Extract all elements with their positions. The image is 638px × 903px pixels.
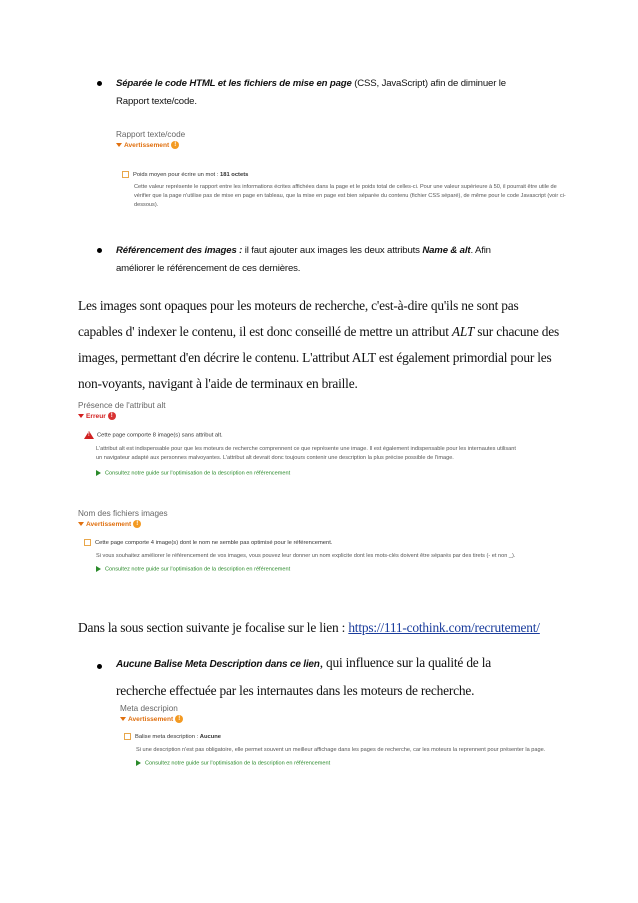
caret-down-icon bbox=[116, 143, 122, 147]
description-line: un navigateur adapté aux personnes malvoyantes. L'attribut alt devrait donc toujours contenir une description la plus précise possible de l'image. bbox=[96, 455, 454, 461]
screenshot-alt-attribute bbox=[78, 401, 598, 476]
warning-status bbox=[120, 715, 600, 723]
description-block bbox=[96, 445, 598, 463]
status-label: Avertissement bbox=[86, 520, 132, 528]
status-label: Erreur bbox=[86, 412, 106, 420]
metric-label: Poids moyen pour écrire un mot : bbox=[133, 172, 220, 179]
description-block bbox=[134, 183, 632, 210]
section-title: Meta descripion bbox=[120, 704, 178, 713]
description-line: dessous). bbox=[134, 202, 159, 209]
paragraph-text: Dans la sous section suivante je focalise sur le lien : bbox=[78, 620, 349, 635]
warning-status bbox=[78, 520, 598, 528]
meta-value: Aucune bbox=[199, 734, 222, 741]
paragraph-text: capables d' indexer le contenu, il est donc conseillé de mettre un attribut bbox=[78, 324, 452, 339]
caret-down-icon bbox=[78, 522, 84, 526]
section-title: Nom des fichiers images bbox=[78, 509, 168, 518]
bullet-text-line2: améliorer le référencement de ces dernières. bbox=[116, 263, 301, 274]
play-arrow-icon bbox=[136, 760, 141, 766]
alert-line bbox=[84, 431, 598, 439]
status-label: Avertissement bbox=[124, 141, 170, 149]
description-line: Si une description n'est pas obligatoire, elle permet souvent un meilleur affichage dans les pages de recherche, car les moteurs la reprennent pour présenter la page. bbox=[136, 747, 546, 754]
section-title: Rapport texte/code bbox=[116, 130, 186, 139]
alert-line bbox=[84, 539, 598, 546]
bullet-separate-code bbox=[116, 75, 586, 111]
guide-link-text: Consultez notre guide sur l'optimisation de la description en référencement bbox=[145, 760, 331, 767]
bullet-bold-text: Séparée le code HTML et les fichiers de mise en page bbox=[116, 78, 352, 89]
bullet-bold-text: Aucune Balise Meta Description dans ce lien bbox=[116, 659, 320, 670]
screenshot-text-code-ratio bbox=[116, 130, 632, 210]
guide-link[interactable] bbox=[96, 470, 598, 476]
play-arrow-icon bbox=[96, 566, 101, 572]
paragraph-text: sur chacune des bbox=[474, 324, 560, 339]
guide-link-text: Consultez notre guide sur l'optimisation de la description en référencement bbox=[105, 566, 291, 573]
bullet-text: il faut ajouter aux images les deux attributs bbox=[242, 245, 423, 256]
metric-value: 181 octets bbox=[220, 172, 249, 179]
bullet-text: , qui influence sur la qualité de la bbox=[319, 655, 491, 670]
alert-triangle-icon: ! bbox=[84, 431, 94, 439]
metric-line bbox=[122, 171, 632, 178]
paragraph-images-opaque bbox=[78, 293, 578, 397]
play-arrow-icon bbox=[96, 470, 101, 476]
paragraph-line: images, permettant d'en décrire le contenu. L'attribut ALT est également primordial pour les bbox=[78, 350, 552, 365]
guide-link[interactable] bbox=[96, 566, 598, 572]
paragraph-line: non-voyants, navigant à l'aide de terminaux en braille. bbox=[78, 376, 358, 391]
screenshot-image-filenames bbox=[78, 509, 598, 573]
screenshot-meta-description bbox=[120, 704, 600, 767]
checkbox-icon bbox=[84, 539, 91, 546]
alert-text: Cette page comporte 8 image(s) sans attribut alt. bbox=[97, 432, 223, 439]
error-icon: ! bbox=[108, 412, 116, 420]
bullet-text-line2: recherche effectuée par les internautes dans les moteurs de recherche. bbox=[116, 683, 475, 698]
section-title: Présence de l'attribut alt bbox=[78, 401, 166, 410]
recrutement-link[interactable]: https://111-cothink.com/recrutement/ bbox=[348, 620, 540, 635]
warning-icon: ! bbox=[171, 141, 179, 149]
bullet-image-seo bbox=[116, 242, 586, 278]
description-line: Si vous souhaitez améliorer le référencement de vos images, vous pouvez leur donner un nom explicite dont les mots-clés doivent être séparés par des tirets (- et non _). bbox=[96, 553, 516, 560]
bullet-marker bbox=[97, 248, 102, 253]
status-label: Avertissement bbox=[128, 715, 174, 723]
guide-link-text: Consultez notre guide sur l'optimisation de la description en référencement bbox=[105, 470, 291, 477]
meta-line bbox=[124, 733, 600, 740]
bullet-bold-text: Référencement des images : bbox=[116, 245, 243, 256]
bullet-marker bbox=[97, 81, 102, 86]
error-status bbox=[78, 412, 598, 420]
bullet-text-line2: Rapport texte/code. bbox=[116, 96, 197, 107]
warning-icon: ! bbox=[133, 520, 141, 528]
meta-label: Balise meta description : bbox=[135, 734, 200, 741]
warning-icon: ! bbox=[175, 715, 183, 723]
checkbox-icon bbox=[122, 171, 129, 178]
description-line: vérifier que la page n'utilise pas de mise en page en tableau, que la mise en page est bien séparée du contenu (fichier CSS séparé), de même pour le code Javascript (voir ci- bbox=[134, 193, 566, 200]
description-line: L'attribut alt est indispensable pour que les moteurs de recherche comprennent ce que représente une image. Il est également indispensable pour les internautes utilisant bbox=[96, 446, 516, 452]
bullet-text: . Afin bbox=[470, 245, 491, 256]
paragraph-line: Les images sont opaques pour les moteurs de recherche, c'est-à-dire qu'ils ne sont pas bbox=[78, 298, 519, 313]
attribute-names: Name & alt bbox=[422, 245, 471, 256]
caret-down-icon bbox=[78, 414, 84, 418]
warning-status bbox=[116, 141, 632, 149]
paragraph-sub-section bbox=[78, 615, 540, 641]
checkbox-icon bbox=[124, 733, 131, 740]
alert-text: Cette page comporte 4 image(s) dont le nom ne semble pas optimisé pour le référencement. bbox=[95, 540, 333, 547]
alt-attribute-text: ALT bbox=[451, 324, 475, 339]
bullet-text: (CSS, JavaScript) afin de diminuer le bbox=[351, 78, 506, 89]
caret-down-icon bbox=[120, 717, 126, 721]
bullet-meta-description bbox=[116, 650, 596, 704]
description-line: Cette valeur représente le rapport entre les informations écrites affichées dans la page et le poids total de celles-ci. Pour une valeur supérieure à 50, il pourrait être utile de bbox=[134, 184, 557, 191]
bullet-marker bbox=[97, 664, 102, 669]
guide-link[interactable] bbox=[136, 760, 600, 766]
